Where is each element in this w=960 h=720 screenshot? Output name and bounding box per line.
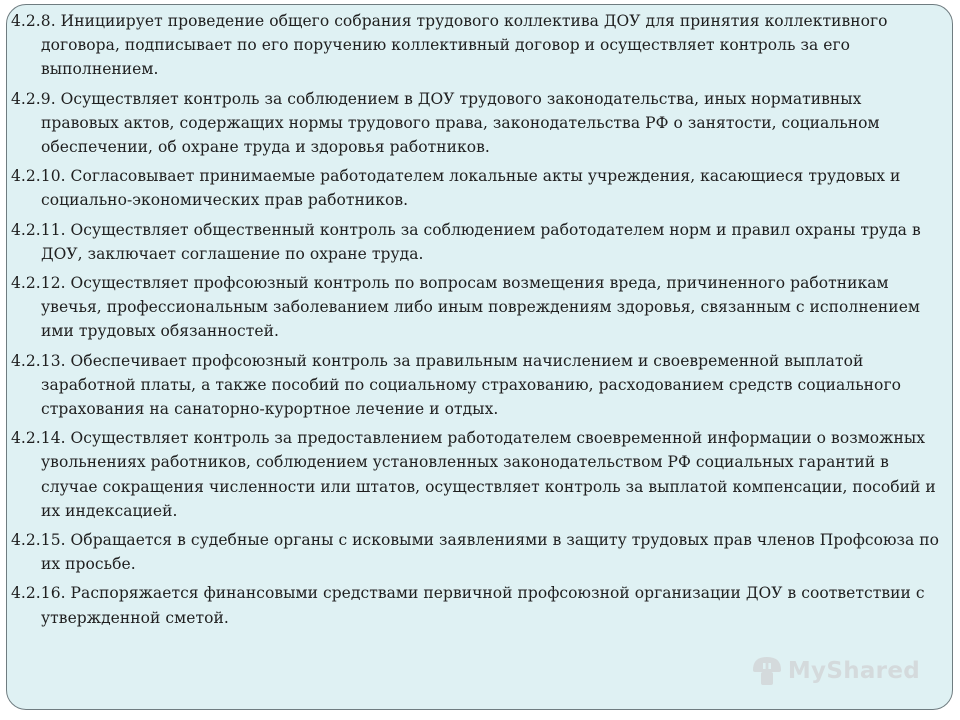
paragraph-4-2-12: 4.2.12. Осуществляет профсоюзный контроль по вопросам возмещения вреда, причиненного работникам увечья, профессиональным заболеванием либо иным повреждениям здоровья, связанным с исполнением ими трудовых обязанностей. <box>11 274 921 341</box>
paragraph-4-2-10: 4.2.10. Согласовывает принимаемые работодателем локальные акты учреждения, касающиеся трудовых и социально-экономических прав работников. <box>11 167 901 210</box>
slide <box>6 4 953 710</box>
document-body <box>7 9 942 635</box>
paragraph-4-2-8: 4.2.8. Инициирует проведение общего собрания трудового коллектива ДОУ для принятия коллективного договора, подписывает по его поручению коллективный договор и осуществляет контроль за его выполнением. <box>11 12 888 79</box>
mushroom-logo-icon <box>750 654 784 688</box>
watermark-logo <box>750 654 920 688</box>
paragraph-4-2-9: 4.2.9. Осуществляет контроль за соблюдением в ДОУ трудового законодательства, иных нормативных правовых актов, содержащих нормы трудового права, законодательства РФ о занятости, социальном обеспечении, об охране труда и здоровья работников. <box>11 89 880 157</box>
paragraph-4-2-11: 4.2.11. Осуществляет общественный контроль за соблюдением работодателем норм и правил охраны труда в ДОУ, заключает соглашение по охране труда. <box>11 220 921 263</box>
paragraph-4-2-13: 4.2.13. Обеспечивает профсоюзный контроль за правильным начислением и своевременной выплатой заработной платы, а также пособий по социальному страхованию, расходованием средств социального страхования на санаторно-курортное лечение и отдых. <box>11 351 901 419</box>
paragraph-4-2-14: 4.2.14. Осуществляет контроль за предоставлением работодателем своевременной информации о возможных увольнениях работников, соблюдением установленных законодательством РФ социальных гарантий в случае сокращения численности или штатов, осуществляет контроль за выплатой компенсации, пособий и их индексацией. <box>11 429 936 520</box>
paragraph-4-2-15: 4.2.15. Обращается в судебные органы с исковыми заявлениями в защиту трудовых прав членов Профсоюза по их просьбе. <box>11 531 940 574</box>
watermark-text: MyShared <box>787 658 920 684</box>
paragraph-4-2-16: 4.2.16. Распоряжается финансовыми средствами первичной профсоюзной организации ДОУ в соответствии с утвержденной сметой. <box>11 584 925 627</box>
